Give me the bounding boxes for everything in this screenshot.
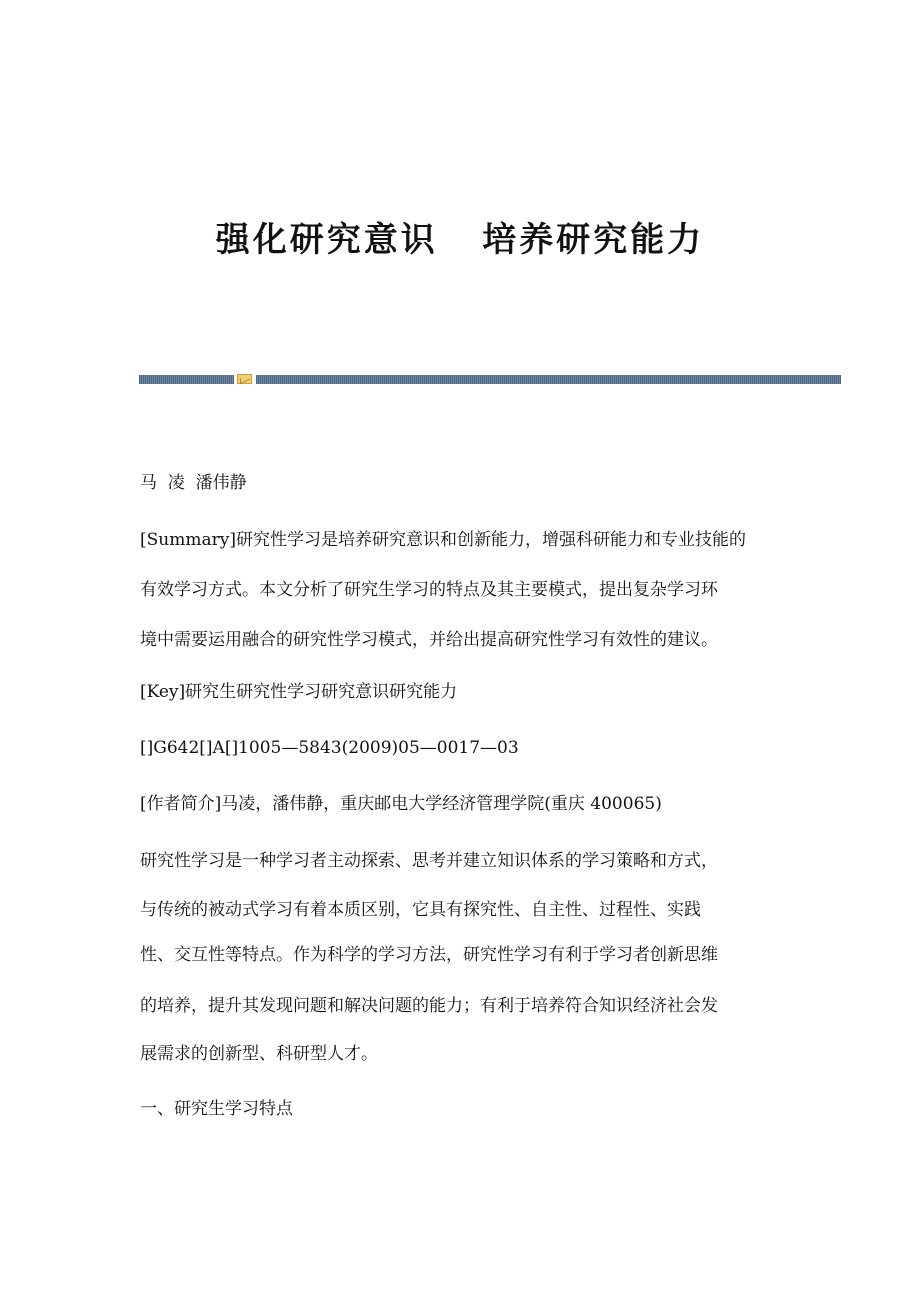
title-divider-left xyxy=(139,375,234,384)
section-heading: 一、研究生学习特点 xyxy=(140,1099,293,1119)
body-line: 展需求的创新型、科研型人才。 xyxy=(140,1044,378,1064)
body-line: 研究性学习是一种学习者主动探索、思考并建立知识体系的学习策略和方式， xyxy=(140,851,718,871)
body-line: 的培养，提升其发现问题和解决问题的能力；有利于培养符合知识经济社会发 xyxy=(140,996,718,1016)
summary-line: 有效学习方式。本文分析了研究生学习的特点及其主要模式，提出复杂学习环 xyxy=(140,580,718,600)
summary-line: 境中需要运用融合的研究性学习模式，并给出提高研究性学习有效性的建议。 xyxy=(140,630,718,650)
keywords: [Key]研究生研究性学习研究意识研究能力 xyxy=(140,682,458,702)
authors: 马 凌 潘伟静 xyxy=(140,473,247,493)
summary-line: [Summary]研究性学习是培养研究意识和创新能力，增强科研能力和专业技能的 xyxy=(140,530,746,550)
classification-code: []G642[]A[]1005—5843(2009)05—0017—03 xyxy=(140,738,519,758)
body-line: 与传统的被动式学习有着本质区别，它具有探究性、自主性、过程性、实践 xyxy=(140,900,701,920)
body-line: 性、交互性等特点。作为科学的学习方法，研究性学习有利于学习者创新思维 xyxy=(140,945,718,965)
document-title: 强化研究意识 培养研究能力 xyxy=(215,220,705,260)
author-intro: [作者简介]马凌，潘伟静，重庆邮电大学经济管理学院(重庆 400065) xyxy=(140,794,662,814)
envelope-icon xyxy=(237,374,252,384)
title-divider-right xyxy=(256,375,841,384)
